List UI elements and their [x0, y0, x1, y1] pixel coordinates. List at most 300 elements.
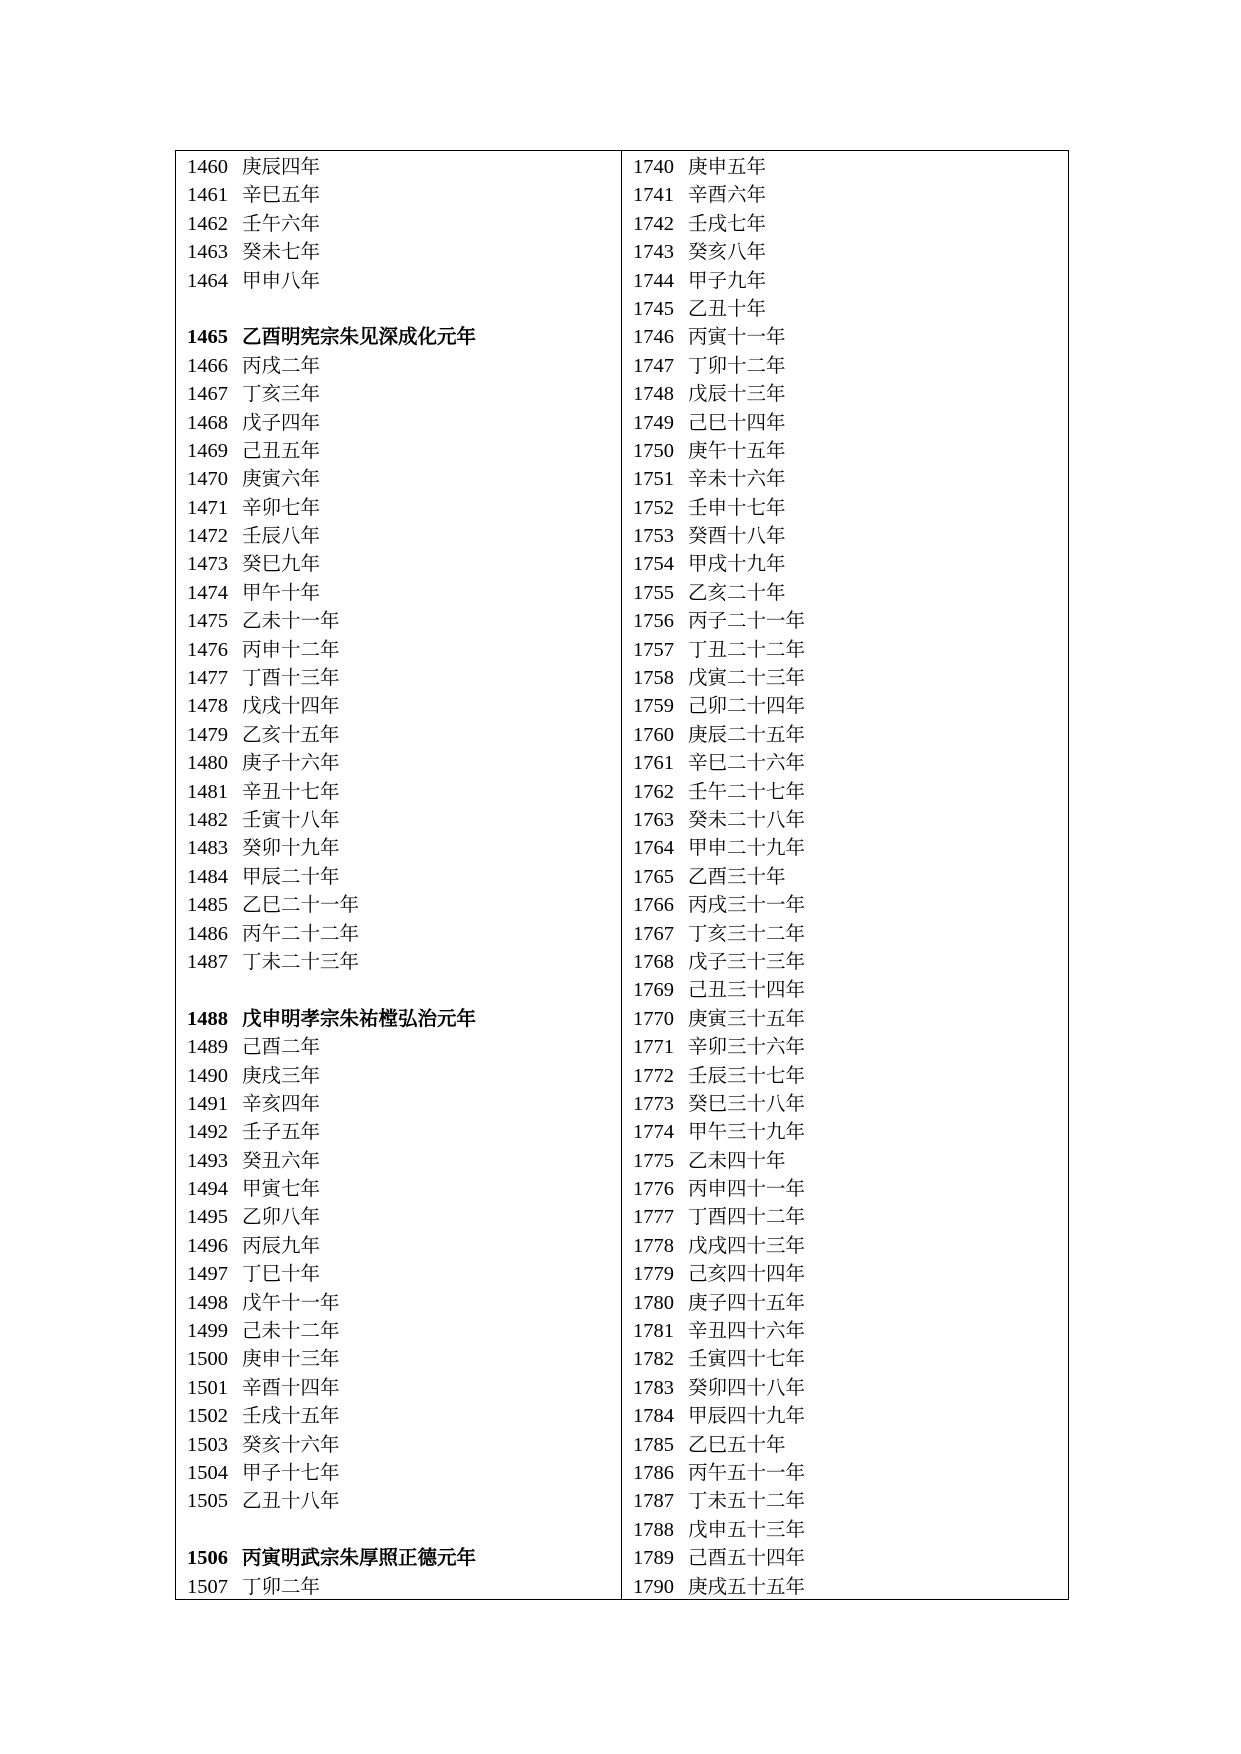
year-row [633, 834, 1068, 862]
gregorian-year: 1496 [187, 1234, 228, 1257]
year-row [187, 579, 621, 607]
gregorian-year: 1749 [633, 411, 674, 434]
blank-row [187, 1516, 621, 1544]
gregorian-year: 1755 [633, 581, 674, 604]
year-row [633, 238, 1068, 266]
reign-year-name: 甲午十年 [242, 580, 321, 604]
reign-year-name: 甲子九年 [688, 268, 767, 292]
reign-year-name: 辛酉六年 [688, 183, 767, 207]
reign-year-name: 己卯二十四年 [688, 694, 806, 718]
year-row [187, 692, 621, 720]
gregorian-year: 1498 [187, 1291, 228, 1314]
year-row [633, 976, 1068, 1004]
year-row [633, 323, 1068, 351]
gregorian-year: 1486 [187, 922, 228, 945]
blank-row [187, 976, 621, 1004]
gregorian-year: 1751 [633, 468, 674, 491]
gregorian-year: 1741 [633, 184, 674, 207]
year-row [633, 380, 1068, 408]
gregorian-year: 1790 [633, 1575, 674, 1598]
year-row [187, 1402, 621, 1430]
gregorian-year: 1491 [187, 1092, 228, 1115]
reign-year-name: 壬寅十八年 [242, 807, 340, 831]
era-start-row [187, 1544, 621, 1572]
gregorian-year: 1781 [633, 1320, 674, 1343]
year-row [633, 1260, 1068, 1288]
reign-year-name: 壬戌七年 [688, 211, 767, 235]
year-row [633, 437, 1068, 465]
year-row [187, 948, 621, 976]
reign-year-name: 乙卯八年 [242, 1205, 321, 1229]
gregorian-year: 1759 [633, 695, 674, 718]
gregorian-year: 1784 [633, 1405, 674, 1428]
year-row [633, 778, 1068, 806]
reign-year-name: 辛卯三十六年 [688, 1035, 806, 1059]
reign-year-name: 戊戌四十三年 [688, 1233, 806, 1257]
reign-year-name: 庚戌五十五年 [688, 1574, 806, 1598]
reign-year-name: 癸未七年 [242, 240, 321, 264]
reign-year-name: 壬戌十五年 [242, 1404, 340, 1428]
gregorian-year: 1506 [187, 1547, 228, 1570]
year-row [187, 522, 621, 550]
reign-year-name: 己酉二年 [242, 1035, 321, 1059]
reign-year-name: 庚寅三十五年 [688, 1006, 806, 1030]
year-row [633, 891, 1068, 919]
gregorian-year: 1485 [187, 894, 228, 917]
gregorian-year: 1760 [633, 723, 674, 746]
year-row [187, 1232, 621, 1260]
year-row [633, 636, 1068, 664]
reign-year-name: 丙寅明武宗朱厚照正德元年 [242, 1546, 477, 1570]
year-row [187, 181, 621, 209]
reign-year-name: 庚午十五年 [688, 438, 786, 462]
gregorian-year: 1757 [633, 638, 674, 661]
reign-year-name: 庚寅六年 [242, 467, 321, 491]
era-start-row [187, 323, 621, 351]
gregorian-year: 1778 [633, 1234, 674, 1257]
reign-year-name: 庚申五年 [688, 155, 767, 178]
gregorian-year: 1495 [187, 1206, 228, 1229]
reign-year-name: 乙未十一年 [242, 609, 340, 633]
year-row [187, 834, 621, 862]
year-row [187, 1203, 621, 1231]
gregorian-year: 1480 [187, 752, 228, 775]
reign-year-name: 乙未四十年 [688, 1148, 786, 1172]
year-row [187, 1459, 621, 1487]
right-column [622, 151, 1068, 1599]
gregorian-year: 1753 [633, 525, 674, 548]
year-row [187, 1175, 621, 1203]
year-row [187, 267, 621, 295]
reign-year-name: 戊申明孝宗朱祐樘弘治元年 [242, 1006, 477, 1030]
reign-year-name: 癸酉十八年 [688, 524, 786, 548]
gregorian-year: 1767 [633, 922, 674, 945]
reign-year-name: 戊子四年 [242, 410, 321, 434]
year-row [187, 465, 621, 493]
gregorian-year: 1745 [633, 297, 674, 320]
reign-year-name: 甲申八年 [242, 268, 321, 292]
reign-year-name: 癸未二十八年 [688, 807, 806, 831]
gregorian-year: 1464 [187, 269, 228, 292]
year-row [633, 863, 1068, 891]
reign-year-name: 丁未二十三年 [242, 949, 360, 973]
year-row [187, 1289, 621, 1317]
year-row [633, 1033, 1068, 1061]
gregorian-year: 1494 [187, 1178, 228, 1201]
year-row [633, 1516, 1068, 1544]
year-row [187, 1062, 621, 1090]
gregorian-year: 1474 [187, 581, 228, 604]
year-row [187, 437, 621, 465]
gregorian-year: 1470 [187, 468, 228, 491]
gregorian-year: 1782 [633, 1348, 674, 1371]
reign-year-name: 己丑五年 [242, 438, 321, 462]
reign-year-name: 壬辰八年 [242, 524, 321, 548]
year-row [633, 1317, 1068, 1345]
gregorian-year: 1758 [633, 667, 674, 690]
year-row [187, 1260, 621, 1288]
year-row [633, 352, 1068, 380]
gregorian-year: 1771 [633, 1036, 674, 1059]
reign-year-name: 庚辰二十五年 [688, 722, 806, 746]
gregorian-year: 1747 [633, 354, 674, 377]
reign-year-name: 己巳十四年 [688, 410, 786, 434]
reign-year-name: 丁未五十二年 [688, 1489, 806, 1513]
reign-year-name: 辛亥四年 [242, 1091, 321, 1115]
gregorian-year: 1743 [633, 241, 674, 264]
reign-year-name: 壬子五年 [242, 1120, 321, 1144]
year-row [633, 1005, 1068, 1033]
reign-year-name: 辛卯七年 [242, 495, 321, 519]
reign-year-name: 丙午五十一年 [688, 1460, 806, 1484]
reign-year-name: 辛未十六年 [688, 467, 786, 491]
gregorian-year: 1490 [187, 1064, 228, 1087]
gregorian-year: 1785 [633, 1433, 674, 1456]
year-row [187, 863, 621, 891]
year-row [187, 1033, 621, 1061]
reign-year-name: 丙申四十一年 [688, 1177, 806, 1201]
gregorian-year: 1748 [633, 383, 674, 406]
reign-year-name: 乙巳二十一年 [242, 893, 360, 917]
reign-year-name: 戊午十一年 [242, 1290, 340, 1314]
year-row [633, 1487, 1068, 1515]
reign-year-name: 甲寅七年 [242, 1177, 321, 1201]
reign-year-name: 丁巳十年 [242, 1262, 321, 1286]
gregorian-year: 1473 [187, 553, 228, 576]
year-row [187, 891, 621, 919]
year-row [187, 550, 621, 578]
gregorian-year: 1493 [187, 1149, 228, 1172]
year-row [633, 295, 1068, 323]
gregorian-year: 1787 [633, 1490, 674, 1513]
year-row [633, 409, 1068, 437]
gregorian-year: 1786 [633, 1461, 674, 1484]
gregorian-year: 1484 [187, 865, 228, 888]
reign-year-name: 丙午二十二年 [242, 921, 360, 945]
gregorian-year: 1779 [633, 1263, 674, 1286]
year-row [633, 692, 1068, 720]
gregorian-year: 1472 [187, 525, 228, 548]
year-row [633, 948, 1068, 976]
year-row [633, 1118, 1068, 1146]
reign-year-name: 甲午三十九年 [688, 1120, 806, 1144]
gregorian-year: 1475 [187, 610, 228, 633]
year-row [633, 749, 1068, 777]
reign-year-name: 甲戌十九年 [688, 552, 786, 576]
year-row [633, 1544, 1068, 1572]
reign-year-name: 甲辰二十年 [242, 864, 340, 888]
year-row [633, 267, 1068, 295]
year-row [187, 380, 621, 408]
year-row [633, 1175, 1068, 1203]
gregorian-year: 1505 [187, 1490, 228, 1513]
reign-year-name: 庚子四十五年 [688, 1290, 806, 1314]
year-row [187, 749, 621, 777]
gregorian-year: 1503 [187, 1433, 228, 1456]
gregorian-year: 1463 [187, 241, 228, 264]
gregorian-year: 1492 [187, 1121, 228, 1144]
blank-row [187, 295, 621, 323]
year-row [633, 1062, 1068, 1090]
gregorian-year: 1740 [633, 156, 674, 178]
reign-year-name: 戊申五十三年 [688, 1517, 806, 1541]
gregorian-year: 1756 [633, 610, 674, 633]
year-row [633, 1345, 1068, 1373]
gregorian-year: 1481 [187, 780, 228, 803]
year-row [633, 1459, 1068, 1487]
gregorian-year: 1478 [187, 695, 228, 718]
left-column [176, 151, 622, 1599]
year-row [633, 550, 1068, 578]
gregorian-year: 1789 [633, 1547, 674, 1570]
year-row [187, 721, 621, 749]
year-row [187, 1487, 621, 1515]
gregorian-year: 1477 [187, 667, 228, 690]
gregorian-year: 1761 [633, 752, 674, 775]
reign-year-name: 丙戌二年 [242, 353, 321, 377]
reign-year-name: 戊子三十三年 [688, 949, 806, 973]
year-row [633, 1289, 1068, 1317]
reign-year-name: 庚辰四年 [242, 155, 321, 178]
year-table [175, 150, 1069, 1600]
year-row [633, 522, 1068, 550]
reign-year-name: 癸亥八年 [688, 240, 767, 264]
reign-year-name: 丁卯十二年 [688, 353, 786, 377]
reign-year-name: 辛丑十七年 [242, 779, 340, 803]
gregorian-year: 1501 [187, 1376, 228, 1399]
year-row [633, 465, 1068, 493]
gregorian-year: 1479 [187, 723, 228, 746]
year-row [633, 664, 1068, 692]
gregorian-year: 1465 [187, 326, 228, 349]
year-row [633, 1090, 1068, 1118]
reign-year-name: 壬寅四十七年 [688, 1347, 806, 1371]
gregorian-year: 1746 [633, 326, 674, 349]
gregorian-year: 1468 [187, 411, 228, 434]
gregorian-year: 1774 [633, 1121, 674, 1144]
reign-year-name: 庚子十六年 [242, 751, 340, 775]
year-row [633, 1147, 1068, 1175]
reign-year-name: 丙辰九年 [242, 1233, 321, 1257]
reign-year-name: 乙丑十八年 [242, 1489, 340, 1513]
year-row [187, 409, 621, 437]
year-row [633, 1203, 1068, 1231]
reign-year-name: 丙寅十一年 [688, 325, 786, 349]
year-row [187, 1345, 621, 1373]
reign-year-name: 丁亥三十二年 [688, 921, 806, 945]
reign-year-name: 丙申十二年 [242, 637, 340, 661]
year-row [633, 210, 1068, 238]
gregorian-year: 1476 [187, 638, 228, 661]
reign-year-name: 辛巳二十六年 [688, 751, 806, 775]
reign-year-name: 戊戌十四年 [242, 694, 340, 718]
reign-year-name: 丁酉十三年 [242, 666, 340, 690]
gregorian-year: 1768 [633, 950, 674, 973]
reign-year-name: 乙酉明宪宗朱见深成化元年 [242, 325, 477, 349]
year-row [633, 607, 1068, 635]
reign-year-name: 丁酉四十二年 [688, 1205, 806, 1229]
reign-year-name: 甲辰四十九年 [688, 1404, 806, 1428]
reign-year-name: 癸巳九年 [242, 552, 321, 576]
gregorian-year: 1769 [633, 979, 674, 1002]
year-row [187, 153, 621, 181]
year-row [187, 1317, 621, 1345]
gregorian-year: 1460 [187, 156, 228, 178]
year-row [187, 238, 621, 266]
gregorian-year: 1776 [633, 1178, 674, 1201]
gregorian-year: 1462 [187, 212, 228, 235]
year-row [187, 1374, 621, 1402]
gregorian-year: 1467 [187, 383, 228, 406]
year-row [633, 1374, 1068, 1402]
reign-year-name: 丙戌三十一年 [688, 893, 806, 917]
reign-year-name: 癸卯四十八年 [688, 1375, 806, 1399]
reign-year-name: 甲子十七年 [242, 1460, 340, 1484]
gregorian-year: 1461 [187, 184, 228, 207]
year-row [187, 210, 621, 238]
reign-year-name: 丁亥三年 [242, 382, 321, 406]
year-row [633, 1232, 1068, 1260]
era-start-row [187, 1005, 621, 1033]
reign-year-name: 戊辰十三年 [688, 382, 786, 406]
year-row [187, 1573, 621, 1601]
year-row [187, 1147, 621, 1175]
gregorian-year: 1788 [633, 1518, 674, 1541]
reign-year-name: 己未十二年 [242, 1319, 340, 1343]
reign-year-name: 乙酉三十年 [688, 864, 786, 888]
reign-year-name: 己亥四十四年 [688, 1262, 806, 1286]
reign-year-name: 辛酉十四年 [242, 1375, 340, 1399]
gregorian-year: 1488 [187, 1007, 228, 1030]
gregorian-year: 1762 [633, 780, 674, 803]
year-row [633, 153, 1068, 181]
gregorian-year: 1750 [633, 439, 674, 462]
year-row [187, 664, 621, 692]
reign-year-name: 壬辰三十七年 [688, 1063, 806, 1087]
reign-year-name: 甲申二十九年 [688, 836, 806, 860]
gregorian-year: 1783 [633, 1376, 674, 1399]
gregorian-year: 1487 [187, 950, 228, 973]
year-row [187, 636, 621, 664]
gregorian-year: 1772 [633, 1064, 674, 1087]
year-row [187, 1090, 621, 1118]
gregorian-year: 1773 [633, 1092, 674, 1115]
gregorian-year: 1471 [187, 496, 228, 519]
year-row [633, 1431, 1068, 1459]
reign-year-name: 壬午二十七年 [688, 779, 806, 803]
reign-year-name: 丁丑二十二年 [688, 637, 806, 661]
gregorian-year: 1483 [187, 837, 228, 860]
gregorian-year: 1482 [187, 808, 228, 831]
year-row [187, 920, 621, 948]
year-row [633, 920, 1068, 948]
year-row [633, 181, 1068, 209]
gregorian-year: 1766 [633, 894, 674, 917]
gregorian-year: 1504 [187, 1461, 228, 1484]
year-row [187, 806, 621, 834]
gregorian-year: 1752 [633, 496, 674, 519]
gregorian-year: 1497 [187, 1263, 228, 1286]
reign-year-name: 乙丑十年 [688, 296, 767, 320]
reign-year-name: 丁卯二年 [242, 1574, 321, 1598]
reign-year-name: 癸卯十九年 [242, 836, 340, 860]
reign-year-name: 壬申十七年 [688, 495, 786, 519]
year-row [633, 1573, 1068, 1601]
gregorian-year: 1770 [633, 1007, 674, 1030]
reign-year-name: 乙巳五十年 [688, 1432, 786, 1456]
year-row [187, 607, 621, 635]
gregorian-year: 1499 [187, 1320, 228, 1343]
gregorian-year: 1754 [633, 553, 674, 576]
reign-year-name: 乙亥二十年 [688, 580, 786, 604]
year-row [187, 1431, 621, 1459]
gregorian-year: 1489 [187, 1036, 228, 1059]
reign-year-name: 庚戌三年 [242, 1063, 321, 1087]
year-row [633, 494, 1068, 522]
year-row [187, 352, 621, 380]
year-row [633, 579, 1068, 607]
reign-year-name: 己丑三十四年 [688, 978, 806, 1002]
reign-year-name: 癸丑六年 [242, 1148, 321, 1172]
year-row [187, 494, 621, 522]
reign-year-name: 乙亥十五年 [242, 722, 340, 746]
gregorian-year: 1502 [187, 1405, 228, 1428]
year-row [633, 721, 1068, 749]
reign-year-name: 丙子二十一年 [688, 609, 806, 633]
gregorian-year: 1777 [633, 1206, 674, 1229]
gregorian-year: 1764 [633, 837, 674, 860]
reign-year-name: 戊寅二十三年 [688, 666, 806, 690]
gregorian-year: 1507 [187, 1575, 228, 1598]
gregorian-year: 1466 [187, 354, 228, 377]
reign-year-name: 辛巳五年 [242, 183, 321, 207]
gregorian-year: 1744 [633, 269, 674, 292]
year-row [187, 1118, 621, 1146]
reign-year-name: 癸巳三十八年 [688, 1091, 806, 1115]
gregorian-year: 1765 [633, 865, 674, 888]
gregorian-year: 1500 [187, 1348, 228, 1371]
gregorian-year: 1763 [633, 808, 674, 831]
gregorian-year: 1469 [187, 439, 228, 462]
gregorian-year: 1775 [633, 1149, 674, 1172]
gregorian-year: 1780 [633, 1291, 674, 1314]
reign-year-name: 辛丑四十六年 [688, 1319, 806, 1343]
year-row [633, 1402, 1068, 1430]
reign-year-name: 己酉五十四年 [688, 1546, 806, 1570]
gregorian-year: 1742 [633, 212, 674, 235]
year-row [633, 806, 1068, 834]
year-row [187, 778, 621, 806]
